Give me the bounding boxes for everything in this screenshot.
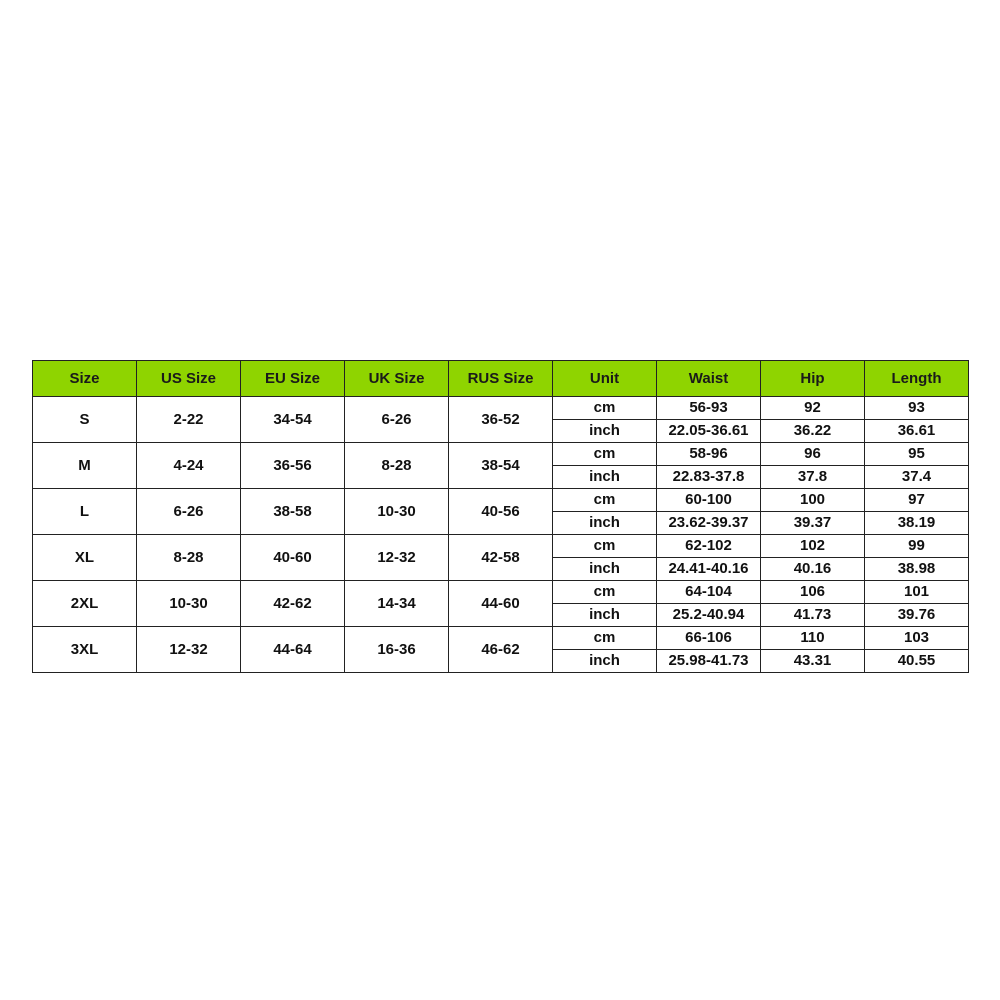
length-cell: 37.4 [865,466,969,489]
header-row [33,361,969,397]
waist-cell: 25.2-40.94 [657,604,761,627]
uk-size-cell: 12-32 [345,535,449,581]
table-row [33,535,969,558]
rus-size-cell: 36-52 [449,397,553,443]
rus-size-cell: 42-58 [449,535,553,581]
waist-cell: 56-93 [657,397,761,420]
uk-size-cell: 8-28 [345,443,449,489]
header-hip: Hip [761,361,865,397]
us-size-cell: 12-32 [137,627,241,673]
hip-cell: 100 [761,489,865,512]
header-uk-size: UK Size [345,361,449,397]
eu-size-cell: 36-56 [241,443,345,489]
size-cell: L [33,489,137,535]
waist-cell: 24.41-40.16 [657,558,761,581]
hip-cell: 43.31 [761,650,865,673]
us-size-cell: 6-26 [137,489,241,535]
size-cell: S [33,397,137,443]
length-cell: 103 [865,627,969,650]
header-unit: Unit [553,361,657,397]
waist-cell: 25.98-41.73 [657,650,761,673]
waist-cell: 60-100 [657,489,761,512]
length-cell: 101 [865,581,969,604]
uk-size-cell: 16-36 [345,627,449,673]
header-rus-size: RUS Size [449,361,553,397]
table-header [33,361,969,397]
eu-size-cell: 40-60 [241,535,345,581]
us-size-cell: 4-24 [137,443,241,489]
hip-cell: 110 [761,627,865,650]
rus-size-cell: 44-60 [449,581,553,627]
waist-cell: 58-96 [657,443,761,466]
unit-cell: inch [553,604,657,627]
header-length: Length [865,361,969,397]
us-size-cell: 10-30 [137,581,241,627]
unit-cell: inch [553,466,657,489]
waist-cell: 66-106 [657,627,761,650]
length-cell: 97 [865,489,969,512]
unit-cell: cm [553,489,657,512]
header-eu-size: EU Size [241,361,345,397]
unit-cell: cm [553,397,657,420]
unit-cell: inch [553,420,657,443]
header-size: Size [33,361,137,397]
rus-size-cell: 38-54 [449,443,553,489]
table-row [33,581,969,604]
length-cell: 95 [865,443,969,466]
hip-cell: 102 [761,535,865,558]
us-size-cell: 2-22 [137,397,241,443]
table-row [33,443,969,466]
hip-cell: 106 [761,581,865,604]
length-cell: 38.19 [865,512,969,535]
waist-cell: 64-104 [657,581,761,604]
length-cell: 36.61 [865,420,969,443]
eu-size-cell: 42-62 [241,581,345,627]
table-row [33,397,969,420]
uk-size-cell: 6-26 [345,397,449,443]
size-chart-table [32,360,969,673]
hip-cell: 96 [761,443,865,466]
table-row [33,489,969,512]
size-cell: 3XL [33,627,137,673]
length-cell: 40.55 [865,650,969,673]
uk-size-cell: 10-30 [345,489,449,535]
eu-size-cell: 34-54 [241,397,345,443]
length-cell: 93 [865,397,969,420]
header-waist: Waist [657,361,761,397]
hip-cell: 36.22 [761,420,865,443]
size-cell: M [33,443,137,489]
rus-size-cell: 40-56 [449,489,553,535]
eu-size-cell: 44-64 [241,627,345,673]
unit-cell: cm [553,627,657,650]
length-cell: 99 [865,535,969,558]
us-size-cell: 8-28 [137,535,241,581]
hip-cell: 92 [761,397,865,420]
hip-cell: 41.73 [761,604,865,627]
hip-cell: 40.16 [761,558,865,581]
unit-cell: inch [553,558,657,581]
length-cell: 39.76 [865,604,969,627]
waist-cell: 23.62-39.37 [657,512,761,535]
waist-cell: 22.05-36.61 [657,420,761,443]
unit-cell: inch [553,650,657,673]
unit-cell: cm [553,535,657,558]
hip-cell: 39.37 [761,512,865,535]
unit-cell: cm [553,443,657,466]
uk-size-cell: 14-34 [345,581,449,627]
table-row [33,627,969,650]
size-cell: XL [33,535,137,581]
rus-size-cell: 46-62 [449,627,553,673]
eu-size-cell: 38-58 [241,489,345,535]
waist-cell: 62-102 [657,535,761,558]
size-cell: 2XL [33,581,137,627]
length-cell: 38.98 [865,558,969,581]
unit-cell: inch [553,512,657,535]
waist-cell: 22.83-37.8 [657,466,761,489]
unit-cell: cm [553,581,657,604]
header-us-size: US Size [137,361,241,397]
table-body [33,397,969,673]
hip-cell: 37.8 [761,466,865,489]
